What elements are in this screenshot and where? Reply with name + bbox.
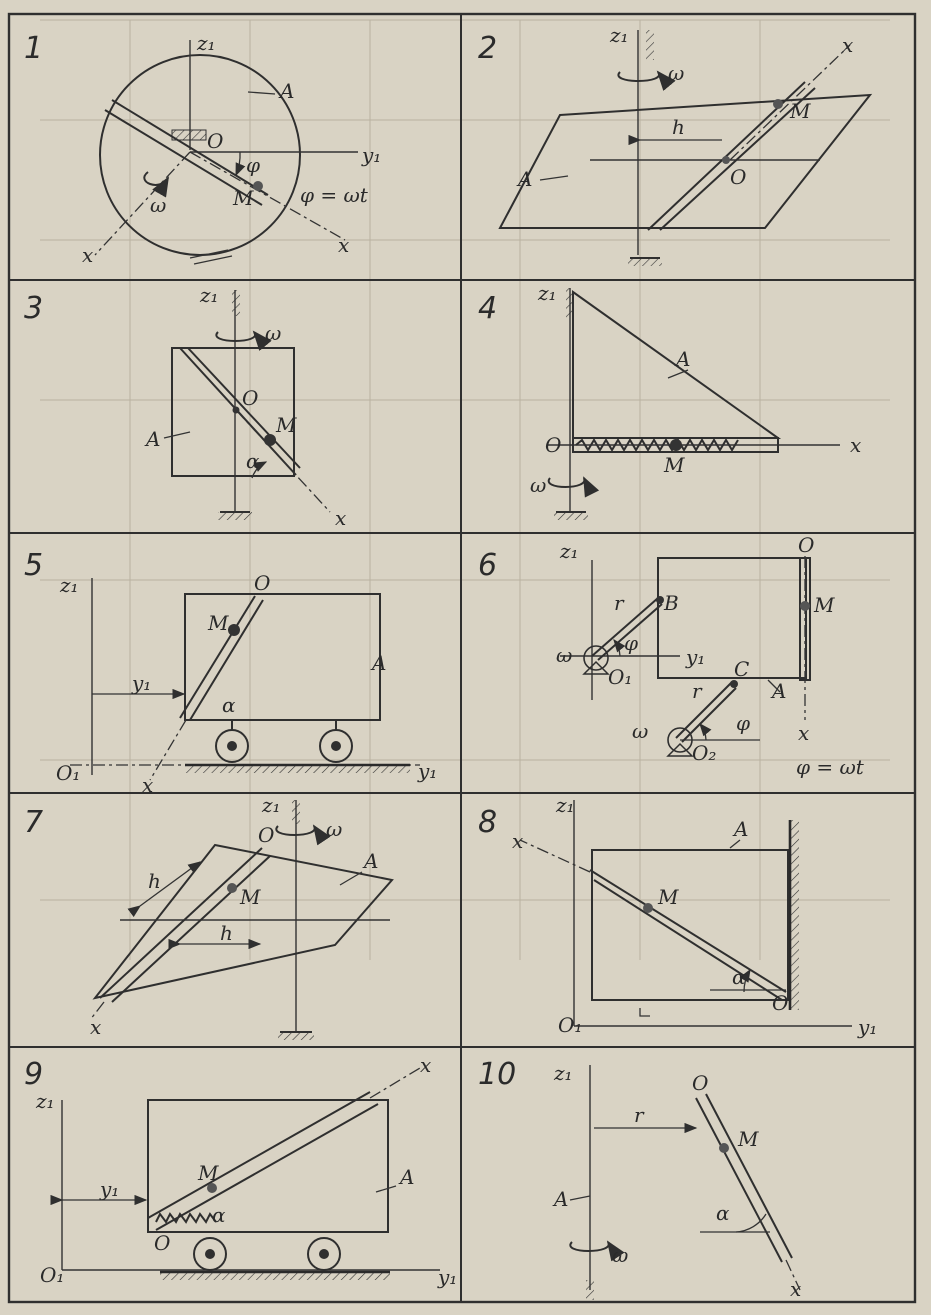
x-label: x xyxy=(798,721,810,745)
omega-label: ω xyxy=(326,817,343,841)
x-label: x xyxy=(842,33,854,57)
panel-3 xyxy=(24,283,346,530)
A-label: A xyxy=(364,849,379,873)
phi-label: φ xyxy=(246,153,261,177)
point-B xyxy=(656,596,664,604)
panel-10-number: 10 xyxy=(478,1057,517,1092)
O-label: O xyxy=(207,129,224,153)
z1-label: z₁ xyxy=(554,1061,573,1085)
tube-edge-1 xyxy=(100,848,262,998)
point-M xyxy=(643,903,653,913)
bearing-top xyxy=(646,30,654,60)
tube-edge-2 xyxy=(594,880,782,1000)
z1-label: z₁ xyxy=(538,281,557,305)
O-label: O xyxy=(545,433,562,457)
A-label: A xyxy=(280,79,295,103)
panel-grid xyxy=(9,14,915,1302)
M-label: M xyxy=(664,453,685,477)
omega-label-1: ω xyxy=(556,643,573,667)
panel-9 xyxy=(24,1053,457,1289)
point-O xyxy=(722,156,730,164)
panel-2 xyxy=(478,23,870,266)
panel-9-number: 9 xyxy=(24,1057,44,1092)
O-label: O xyxy=(692,1071,709,1095)
M-label: M xyxy=(240,885,261,909)
bearing-bottom xyxy=(586,1280,594,1300)
y1-label: y₁ xyxy=(362,143,382,167)
phi-label-2: φ xyxy=(736,711,751,735)
y1-dim-label: y₁ xyxy=(100,1177,120,1201)
phi-omega-t: φ = ωt xyxy=(300,183,368,207)
y1-label: y₁ xyxy=(686,645,706,669)
omega-arrow xyxy=(216,332,255,341)
M-label: M xyxy=(738,1127,759,1151)
O1-label: O₁ xyxy=(56,761,81,785)
hinge-support xyxy=(172,130,206,140)
alpha-label: α xyxy=(212,1203,226,1227)
z1-label: z₁ xyxy=(200,283,219,307)
panel-10 xyxy=(478,1057,801,1301)
bearing-top xyxy=(292,800,300,824)
point-M xyxy=(264,434,276,446)
A-label: A xyxy=(146,427,161,451)
point-M xyxy=(228,624,240,636)
panel-7-number: 7 xyxy=(24,805,44,840)
point-M xyxy=(670,439,682,451)
tube-edge-1 xyxy=(148,1092,370,1218)
r-label-2: r xyxy=(692,679,702,703)
B-label: B xyxy=(664,591,679,615)
alpha-label: α xyxy=(246,449,260,473)
y1-label: y₁ xyxy=(858,1015,878,1039)
bleed-through-table xyxy=(40,20,890,960)
h-label: h xyxy=(672,115,685,139)
A-label: A xyxy=(554,1187,569,1211)
z1-label: z₁ xyxy=(556,793,575,817)
panel-8 xyxy=(478,793,877,1039)
M-label: M xyxy=(814,593,835,617)
omega-arrow xyxy=(618,72,659,81)
M-label: M xyxy=(276,413,297,437)
point-M xyxy=(800,601,810,611)
x-label: x xyxy=(90,1015,102,1039)
omega-label: ω xyxy=(668,61,685,85)
tube-edge-1 xyxy=(590,870,786,992)
plate-A xyxy=(95,845,392,998)
x-label: x xyxy=(420,1053,432,1077)
omega-label: ω xyxy=(612,1243,629,1267)
point-C xyxy=(730,680,738,688)
A-leader xyxy=(248,92,275,94)
y1-label: y₁ xyxy=(438,1265,458,1289)
panel-6-number: 6 xyxy=(478,548,498,583)
y1-label: y₁ xyxy=(418,759,438,783)
M-label: M xyxy=(233,186,254,210)
z1-label: z₁ xyxy=(610,23,629,47)
point-M xyxy=(719,1143,729,1153)
x-label: x xyxy=(850,433,862,457)
phi-arc xyxy=(236,152,240,175)
A-label: A xyxy=(734,817,749,841)
alpha-label: α xyxy=(732,965,746,989)
panel-4-number: 4 xyxy=(478,291,498,326)
A-label: A xyxy=(518,167,533,191)
C-label: C xyxy=(734,657,750,681)
x-label: x xyxy=(338,233,350,257)
x-axis xyxy=(370,1068,420,1098)
x-label: x xyxy=(512,829,524,853)
tube-edge-2 xyxy=(706,1094,792,1258)
alpha-label: α xyxy=(716,1201,730,1225)
omega-label: ω xyxy=(150,193,167,217)
A-label: A xyxy=(400,1165,415,1189)
omega-label-2: ω xyxy=(632,719,649,743)
x-label: x xyxy=(142,773,154,797)
O-label: O xyxy=(258,823,275,847)
tube-edge-2 xyxy=(112,856,270,1002)
O1-label: O₁ xyxy=(40,1263,65,1287)
O-label: O xyxy=(254,571,271,595)
point-M xyxy=(253,181,263,191)
O-label: O xyxy=(798,533,815,557)
z1-label: z₁ xyxy=(197,31,216,55)
alpha-label: α xyxy=(222,693,236,717)
h-label-1: h xyxy=(148,869,161,893)
x-axis xyxy=(150,720,186,780)
omega-arrow xyxy=(144,172,168,185)
y1-dim-label: y₁ xyxy=(132,671,152,695)
tube-edge-2 xyxy=(156,1104,378,1230)
A-label: A xyxy=(372,651,387,675)
omega-arrow xyxy=(549,478,585,487)
O-label: O xyxy=(730,165,747,189)
panel-8-number: 8 xyxy=(478,805,498,840)
phi-omega-t: φ = ωt xyxy=(796,755,864,779)
z1-label: z₁ xyxy=(36,1089,55,1113)
M-label: M xyxy=(198,1161,219,1185)
point-M xyxy=(773,99,783,109)
spring xyxy=(156,1214,216,1222)
phi-label-1: φ xyxy=(624,631,639,655)
pivot-O1 xyxy=(584,646,608,670)
O2-label: O₂ xyxy=(692,741,717,765)
M-label: M xyxy=(208,611,229,635)
O1-label: O₁ xyxy=(608,665,633,689)
plate-A xyxy=(658,558,806,678)
panel-1 xyxy=(24,31,381,267)
panel-6 xyxy=(478,533,865,779)
panel-3-number: 3 xyxy=(24,291,44,326)
O-label: O xyxy=(154,1231,171,1255)
h-label-2: h xyxy=(220,921,233,945)
point-M xyxy=(227,883,237,893)
O-label: O xyxy=(772,991,789,1015)
plate-A xyxy=(172,348,294,476)
omega-label: ω xyxy=(530,473,547,497)
panel-2-number: 2 xyxy=(478,31,498,66)
tube-edge-1 xyxy=(696,1098,782,1262)
z1-label: z₁ xyxy=(560,539,579,563)
right-angle-mark xyxy=(640,1008,650,1016)
z1-label: z₁ xyxy=(262,793,281,817)
O1-label: O₁ xyxy=(558,1013,583,1037)
x-label: x xyxy=(335,506,347,530)
x1-label: x xyxy=(82,243,94,267)
point-O xyxy=(233,407,240,414)
plate-A xyxy=(592,850,788,1000)
O-label: O xyxy=(242,386,259,410)
panel-5-number: 5 xyxy=(24,548,44,583)
A-label: A xyxy=(772,679,787,703)
panel-7 xyxy=(24,793,392,1040)
x-label: x xyxy=(790,1277,802,1301)
x-axis xyxy=(520,840,590,872)
panel-1-number: 1 xyxy=(24,31,44,66)
A-label: A xyxy=(676,347,691,371)
z1-label: z₁ xyxy=(60,573,79,597)
M-label: M xyxy=(790,99,811,123)
phi-arc-2 xyxy=(700,724,706,740)
bearing-top xyxy=(232,290,240,316)
r-label: r xyxy=(634,1103,644,1127)
omega-label: ω xyxy=(265,321,282,345)
M-label: M xyxy=(658,885,679,909)
r-label: r xyxy=(614,591,624,615)
